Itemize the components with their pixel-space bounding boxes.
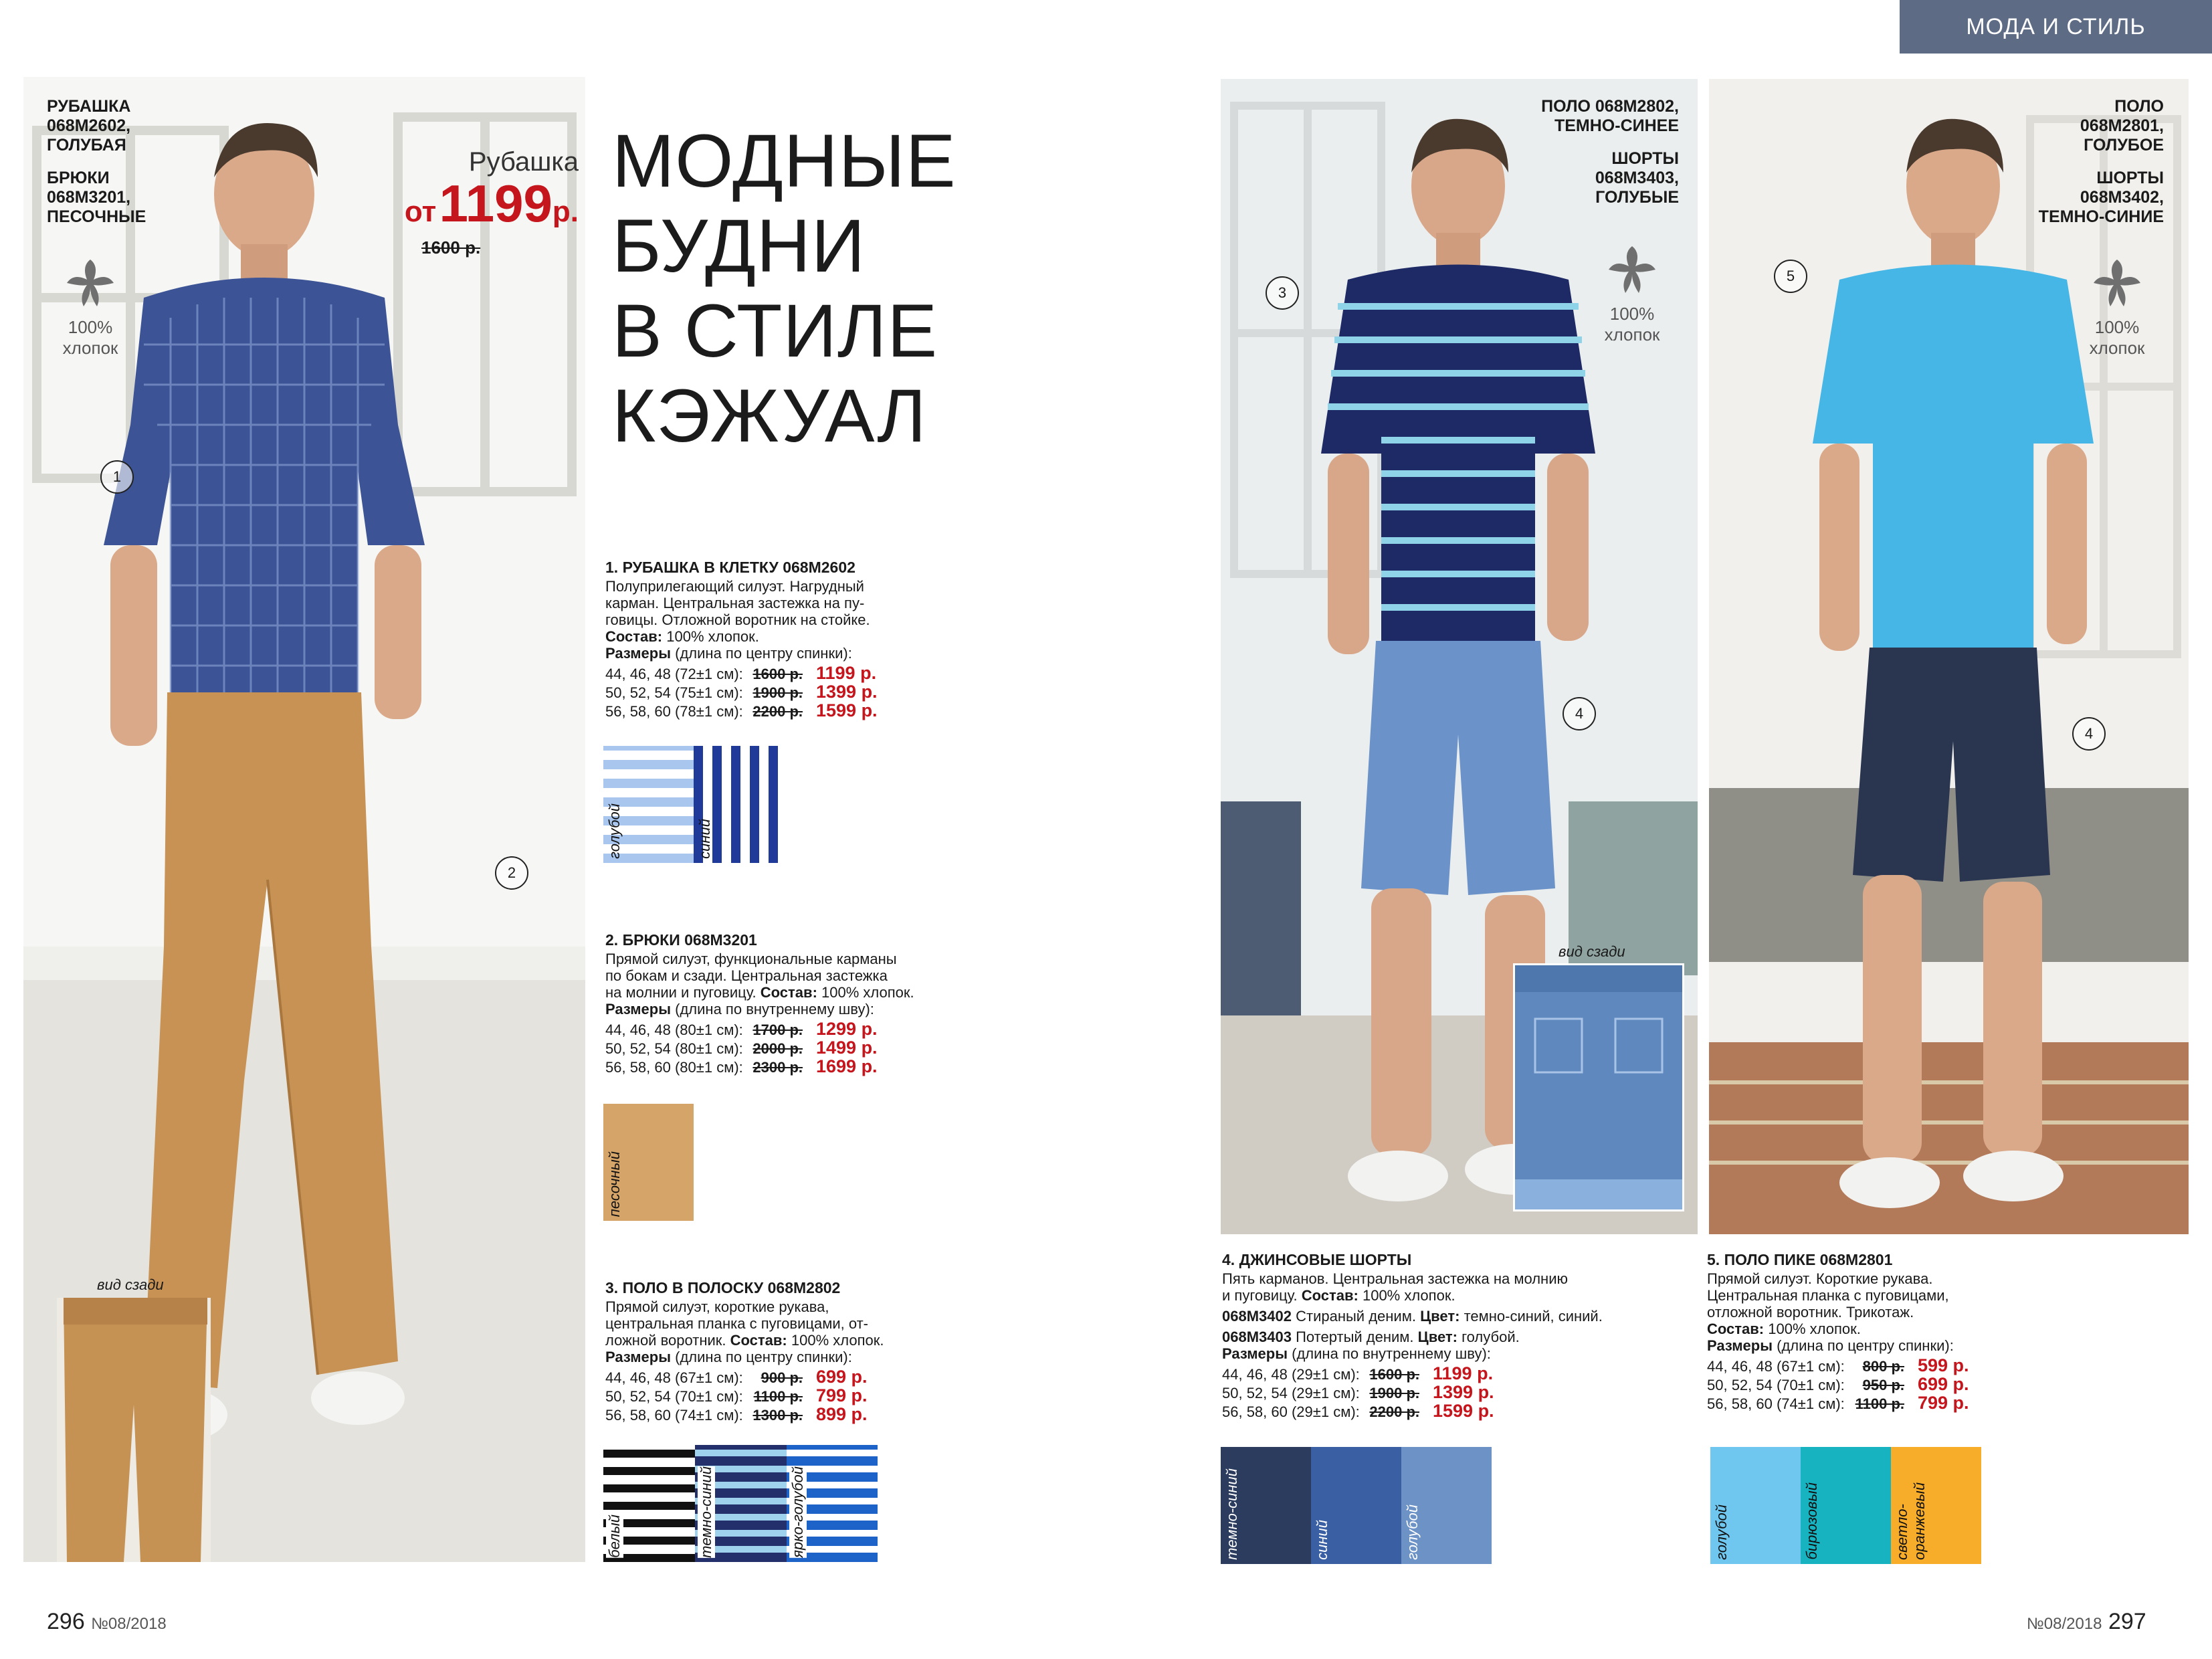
swatch: голубой bbox=[603, 746, 694, 863]
swatch: голубой bbox=[1710, 1447, 1801, 1564]
product-2: 2. БРЮКИ 068М3201 Прямой силуэт, функциональные карманы по бокам и сзади. Центральная застежка на молнии и пуговицу. Состав: 100% хлопок. Размеры (длина по внутреннему шву): 44, 46, 48 (80±1 см): 1700 р. 1299 р. 50, 52, 54 (80±1 см): 2000 р. 1499 р. 56, 58, 60 (80±1 см): 2300 р. 1699 р. bbox=[605, 931, 953, 1076]
back-view-shorts bbox=[1513, 963, 1684, 1211]
size-row: 44, 46, 48 (67±1 см): 900 р. 699 р. bbox=[605, 1367, 868, 1387]
caption-look-2: ПОЛО 068М2802, ТЕМНО-СИНЕЕ ШОРТЫ 068М3403, ГОЛУБЫЕ bbox=[1541, 97, 1679, 207]
size-row: 44, 46, 48 (72±1 см): 1600 р. 1199 р. bbox=[605, 663, 877, 683]
caption-look-3: ПОЛО 068М2801, ГОЛУБОЕ ШОРТЫ 068М3402, ТЕМНО-СИНИЕ bbox=[2038, 97, 2164, 226]
swatches-product-3 bbox=[603, 1445, 878, 1562]
cotton-icon bbox=[2087, 253, 2147, 313]
swatch: темно-синий bbox=[1221, 1447, 1311, 1564]
page-number-right: №08/2018 297 bbox=[2027, 1609, 2146, 1634]
cotton-icon bbox=[1602, 239, 1662, 300]
swatch: темно-синий bbox=[695, 1445, 787, 1562]
swatch: синий bbox=[694, 746, 784, 863]
swatches-product-4 bbox=[1221, 1447, 1492, 1564]
cotton-badge-3: 100% хлопок bbox=[2067, 253, 2167, 359]
promo-prefix: от bbox=[404, 195, 437, 228]
size-row: 50, 52, 54 (29±1 см): 1900 р. 1399 р. bbox=[1222, 1382, 1494, 1402]
size-row: 56, 58, 60 (78±1 см): 2200 р. 1599 р. bbox=[605, 700, 878, 720]
size-row: 44, 46, 48 (67±1 см): 800 р. 599 р. bbox=[1707, 1355, 1969, 1375]
item-badge-4b: 4 bbox=[2072, 717, 2106, 751]
product-1: 1. РУБАШКА В КЛЕТКУ 068М2602 Полуприлегающий силуэт. Нагрудный карман. Центральная застежка на пу- говицы. Отложной воротник на стойке. Состав: 100% хлопок. Размеры (длина по центру спинки): 44, 46, 48 (72±1 см): 1600 р. 1199 р. 50, 52, 54 (75±1 см): 1900 р. 1399 р. 56, 58, 60 (78±1 см): 2200 р. 1599 р. bbox=[605, 559, 953, 720]
product-3: 3. ПОЛО В ПОЛОСКУ 068М2802 Прямой силуэт, короткие рукава, центральная планка с пуговицами, от- ложной воротник. Состав: 100% хлопок. Размеры (длина по центру спинки): 44, 46, 48 (67±1 см): 900 р. 699 р. 50, 52, 54 (70±1 см): 1100 р. 799 р. 56, 58, 60 (74±1 см): 1300 р. 899 р. bbox=[605, 1279, 953, 1424]
caption-look-1: РУБАШКА 068М2602, ГОЛУБАЯ БРЮКИ 068М3201, ПЕСОЧНЫЕ bbox=[47, 97, 146, 226]
item-badge-2: 2 bbox=[495, 856, 528, 890]
swatch: голубой bbox=[1401, 1447, 1492, 1564]
product-5: 5. ПОЛО ПИКЕ 068М2801 Прямой силуэт. Короткие рукава. Центральная планка с пуговицами, отложной воротник. Трикотаж. Состав: 100% хлопок. Размеры (длина по центру спинки): 44, 46, 48 (67±1 см): 800 р. 599 р. 50, 52, 54 (70±1 см): 950 р. 699 р. 56, 58, 60 (74±1 см): 1100 р. 799 р. bbox=[1707, 1251, 2122, 1413]
back-view-trousers bbox=[57, 1298, 211, 1562]
size-row: 44, 46, 48 (80±1 см): 1700 р. 1299 р. bbox=[605, 1019, 878, 1039]
promo-currency: р. bbox=[552, 195, 579, 228]
swatch: ярко-голубой bbox=[787, 1445, 878, 1562]
section-tab: МОДА И СТИЛЬ bbox=[1900, 0, 2212, 54]
swatch: песочный bbox=[603, 1104, 694, 1221]
item-badge-1: 1 bbox=[100, 460, 134, 494]
back-view-label-2: вид сзади bbox=[1559, 943, 1625, 960]
size-row: 44, 46, 48 (29±1 см): 1600 р. 1199 р. bbox=[1222, 1363, 1494, 1383]
size-row: 50, 52, 54 (70±1 см): 950 р. 699 р. bbox=[1707, 1374, 1969, 1394]
swatch: синий bbox=[1311, 1447, 1401, 1564]
promo-old-price: 1600 р. bbox=[421, 237, 481, 258]
size-row: 56, 58, 60 (29±1 см): 2200 р. 1599 р. bbox=[1222, 1401, 1494, 1421]
cotton-badge-2: 100% хлопок bbox=[1582, 239, 1682, 345]
swatch: бирюзовый bbox=[1801, 1447, 1891, 1564]
cotton-icon bbox=[60, 253, 120, 313]
size-row: 50, 52, 54 (75±1 см): 1900 р. 1399 р. bbox=[605, 682, 878, 702]
size-row: 56, 58, 60 (80±1 см): 2300 р. 1699 р. bbox=[605, 1056, 878, 1076]
promo-price: 1199 bbox=[439, 174, 552, 233]
swatches-product-5 bbox=[1710, 1447, 1981, 1564]
item-badge-4: 4 bbox=[1563, 697, 1596, 730]
promo-label: Рубашка bbox=[468, 147, 579, 177]
swatch: белый bbox=[603, 1445, 695, 1562]
swatch: светло-оранжевый bbox=[1891, 1447, 1981, 1564]
item-badge-5: 5 bbox=[1774, 260, 1807, 293]
product-4: 4. ДЖИНСОВЫЕ ШОРТЫ Пять карманов. Центральная застежка на молнию и пуговицу. Состав: 100% хлопок. 068М3402 Стираный деним. Цвет: темно-синий, синий. 068М3403 Потертый деним. Цвет: голубой. Размеры (длина по внутреннему шву): 44, 46, 48 (29±1 см): 1600 р. 1199 р. 50, 52, 54 (29±1 см): 1900 р. 1399 р. 56, 58, 60 (29±1 см): 2200 р. 1599 р. bbox=[1222, 1251, 1650, 1421]
size-row: 50, 52, 54 (70±1 см): 1100 р. 799 р. bbox=[605, 1385, 868, 1405]
swatches-product-1 bbox=[603, 746, 784, 863]
cotton-badge: 100% хлопок bbox=[40, 253, 140, 359]
promo-block bbox=[355, 147, 579, 245]
page-number-left: 296 №08/2018 bbox=[47, 1609, 167, 1634]
page-title: МОДНЫЕ БУДНИ В СТИЛЕ КЭЖУАЛ bbox=[612, 119, 957, 458]
size-row: 56, 58, 60 (74±1 см): 1300 р. 899 р. bbox=[605, 1404, 868, 1424]
size-row: 56, 58, 60 (74±1 см): 1100 р. 799 р. bbox=[1707, 1393, 1969, 1413]
back-view-label: вид сзади bbox=[97, 1276, 164, 1293]
item-badge-3: 3 bbox=[1266, 276, 1299, 310]
swatches-product-2 bbox=[603, 1104, 694, 1221]
size-row: 50, 52, 54 (80±1 см): 2000 р. 1499 р. bbox=[605, 1038, 878, 1058]
